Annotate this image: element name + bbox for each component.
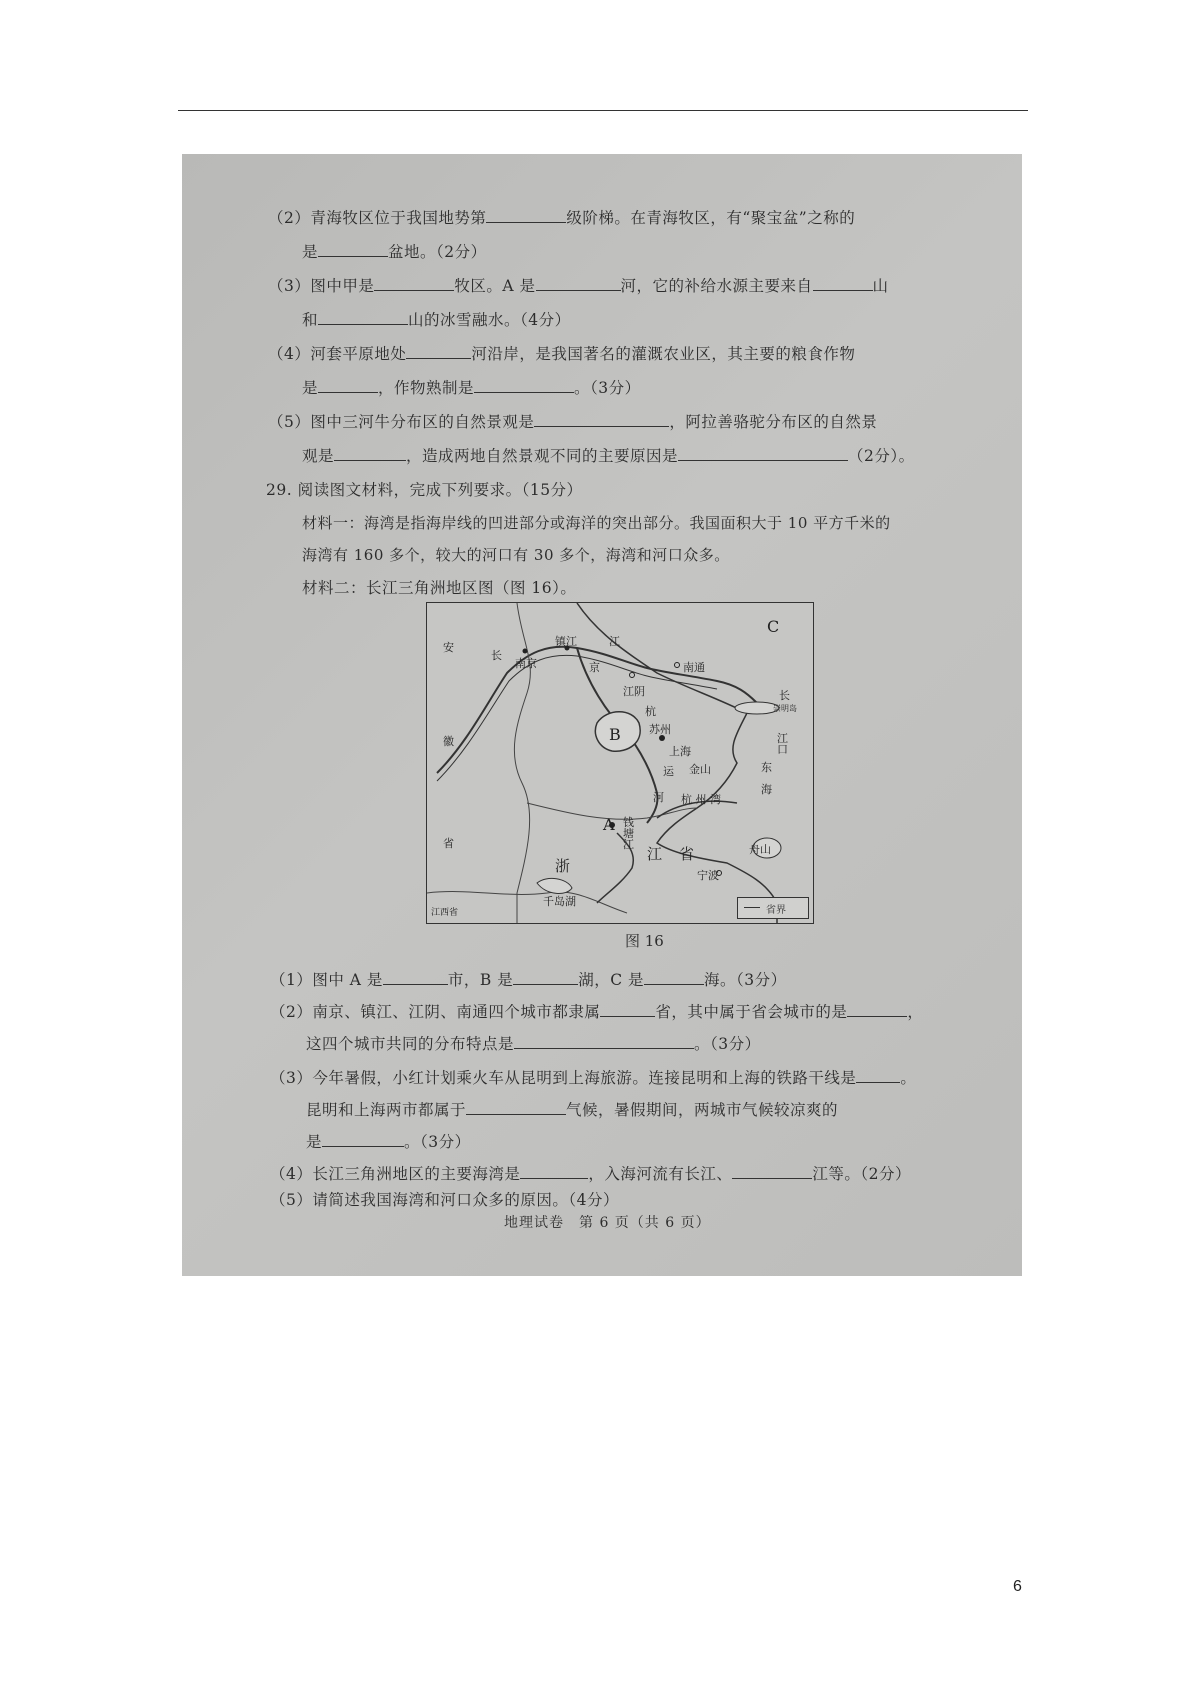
q29-3-line3: 是 。（3分） [306,1133,471,1151]
map-label-jiang-s: 江 [647,845,663,863]
q29-2-line1: （2）南京、镇江、江阴、南通四个城市都隶属 省，其中属于省会城市的是 ， [270,1003,924,1021]
map-label-dong: 东 [761,761,772,774]
map-letter-c: C [767,617,780,636]
q4-line1: （4）河套平原地处 河沿岸，是我国著名的灌溉农业区，其主要的粮食作物 [268,345,856,363]
q29-2-line2: 这四个城市共同的分布特点是 。（3分） [306,1035,761,1053]
anhui-boundary [514,603,530,923]
q5-line2: 观是 ，造成两地自然景观不同的主要原因是 （2分）。 [302,447,915,465]
q29-4: （4）长江三角洲地区的主要海湾是 ，入海河流有长江、 江等。（2分） [270,1165,912,1183]
map-drawing [427,603,813,923]
map-label-ningbo: 宁波 [697,869,719,882]
q29-3-line2: 昆明和上海两市都属于 气候，暑假期间，两城市气候较凉爽的 [306,1101,839,1119]
legend-line [744,907,760,908]
q29-5: （5）请简述我国海湾和河口众多的原因。（4分） [270,1191,619,1209]
map-label-sheng-s: 省 [679,845,695,863]
nanjing-marker [523,649,528,654]
yangtze-delta-map [426,602,814,924]
map-label-chongming: 崇明岛 [773,704,797,713]
page-number: 6 [1013,1578,1022,1595]
map-label-an: 安 [443,641,454,654]
q29-title: 29. 阅读图文材料，完成下列要求。（15分） [266,481,583,499]
coastline [577,603,780,923]
map-label-hai: 海 [761,783,772,796]
map-label-hang: 杭 [645,705,656,718]
qiandao-lake [537,878,572,893]
material1-line1: 材料一：海湾是指海岸线的凹进部分或海洋的突出部分。我国面积大于 10 平方千米的 [302,514,891,532]
map-label-chang-e: 长 [779,689,790,702]
q3-line1: （3）图中甲是 牧区。A 是 河，它的补给水源主要来自 山 [268,277,889,295]
map-label-jiangxi: 江西省 [431,908,459,918]
map-label-zhoushan: 舟山 [749,843,771,856]
map-label-jiangyin: 江阴 [623,685,645,698]
map-legend [737,897,809,919]
map-label-nanjing: 南京 [515,657,537,670]
map-label-yun: 运 [663,765,674,778]
map-label-chang-w: 长 [491,649,502,662]
header-rule [178,110,1028,111]
map-letter-b: B [609,725,621,744]
map-label-sheng-w: 省 [443,837,454,850]
map-label-he: 河 [653,791,664,804]
nantong-marker [675,663,680,668]
map-label-suzhou: 苏州 [649,723,671,736]
q2-line1: （2）青海牧区位于我国地势第 级阶梯。在青海牧区，有“聚宝盆”之称的 [268,209,856,227]
map-letter-a: A [603,815,615,834]
exam-footer: 地理试卷 第 6 页（共 6 页） [504,1215,711,1231]
exam-page-photo [182,154,1022,1276]
material2: 材料二：长江三角洲地区图（图 16）。 [302,579,577,597]
figure-caption: 图 16 [625,932,664,950]
jiangyin-marker [630,673,635,678]
map-label-nantong: 南通 [683,661,705,674]
map-label-qiandaohu: 千岛湖 [543,895,576,908]
map-label-hangzhou-bay: 杭 州 湾 [681,793,721,806]
map-label-jiang-n: 江 [609,635,620,648]
map-label-hui: 徽 [443,735,454,748]
map-label-jiangkou: 江口 [777,732,788,756]
material1-line2: 海湾有 160 多个，较大的河口有 30 多个，海湾和河口众多。 [302,546,730,564]
q3-line2: 和 山的冰雪融水。（4分） [302,311,571,329]
map-label-zhe: 浙 [555,857,571,875]
q2-line2: 是 盆地。（2分） [302,243,487,261]
legend-label: 省界 [766,905,786,916]
map-label-qiantang: 钱塘江 [623,816,634,851]
q4-line2: 是 ，作物熟制是 。（3分） [302,379,641,397]
q29-1: （1）图中 A 是 市，B 是 湖，C 是 海。（3分） [270,971,787,989]
map-label-jing: 京 [589,661,600,674]
q5-line1: （5）图中三河牛分布区的自然景观是 ，阿拉善骆驼分布区的自然景 [268,413,878,431]
map-label-zhenjiang: 镇江 [555,635,577,648]
map-label-shanghai: 上海 [669,745,691,758]
q29-3-line1: （3）今年暑假，小红计划乘火车从昆明到上海旅游。连接昆明和上海的铁路干线是 。 [270,1069,917,1087]
map-label-jinshan: 金山 [689,763,711,776]
